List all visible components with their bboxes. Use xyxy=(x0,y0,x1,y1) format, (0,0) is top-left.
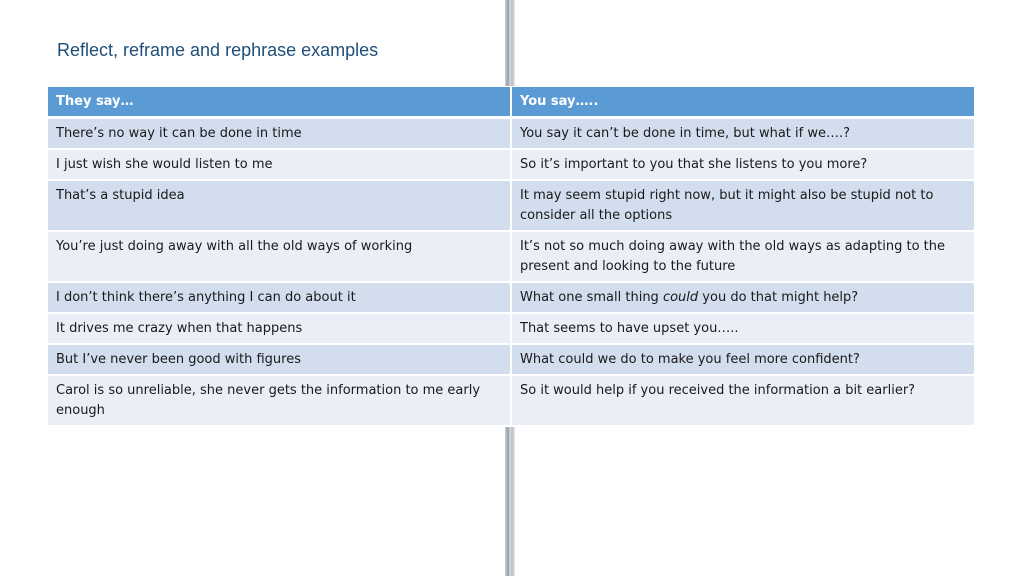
table-row xyxy=(48,149,974,180)
you-say-cell: So it’s important to you that she listens to you more? xyxy=(511,149,974,180)
they-say-cell: There’s no way it can be done in time xyxy=(48,118,511,150)
table-row xyxy=(48,313,974,344)
examples-table xyxy=(48,87,974,427)
they-say-cell: Carol is so unreliable, she never gets the information to me early enough xyxy=(48,375,511,426)
vertical-divider-bottom xyxy=(505,420,515,576)
they-say-cell: But I’ve never been good with figures xyxy=(48,344,511,375)
table-row xyxy=(48,180,974,231)
table-row xyxy=(48,344,974,375)
you-say-emphasis: could xyxy=(662,290,699,305)
vertical-divider-top xyxy=(505,0,515,86)
table-row xyxy=(48,282,974,313)
table-row xyxy=(48,118,974,150)
you-say-cell: It’s not so much doing away with the old ways as adapting to the present and looking to the future xyxy=(511,231,974,282)
you-say-cell xyxy=(511,282,974,313)
header-you-say: You say….. xyxy=(511,87,974,118)
header-they-say: They say… xyxy=(48,87,511,118)
you-say-cell: So it would help if you received the information a bit earlier? xyxy=(511,375,974,426)
they-say-cell: You’re just doing away with all the old ways of working xyxy=(48,231,511,282)
table-row xyxy=(48,375,974,426)
you-say-cell: You say it can’t be done in time, but what if we….? xyxy=(511,118,974,150)
they-say-cell: That’s a stupid idea xyxy=(48,180,511,231)
table-header-row xyxy=(48,87,974,118)
you-say-text-pre: What one small thing xyxy=(520,290,663,305)
they-say-cell: I don’t think there’s anything I can do about it xyxy=(48,282,511,313)
you-say-cell: What could we do to make you feel more confident? xyxy=(511,344,974,375)
table-row xyxy=(48,231,974,282)
slide-title: Reflect, reframe and rephrase examples xyxy=(57,40,379,60)
they-say-cell: I just wish she would listen to me xyxy=(48,149,511,180)
they-say-cell: It drives me crazy when that happens xyxy=(48,313,511,344)
you-say-cell: It may seem stupid right now, but it might also be stupid not to consider all the options xyxy=(511,180,974,231)
you-say-cell: That seems to have upset you….. xyxy=(511,313,974,344)
you-say-text-post: you do that might help? xyxy=(698,290,859,305)
